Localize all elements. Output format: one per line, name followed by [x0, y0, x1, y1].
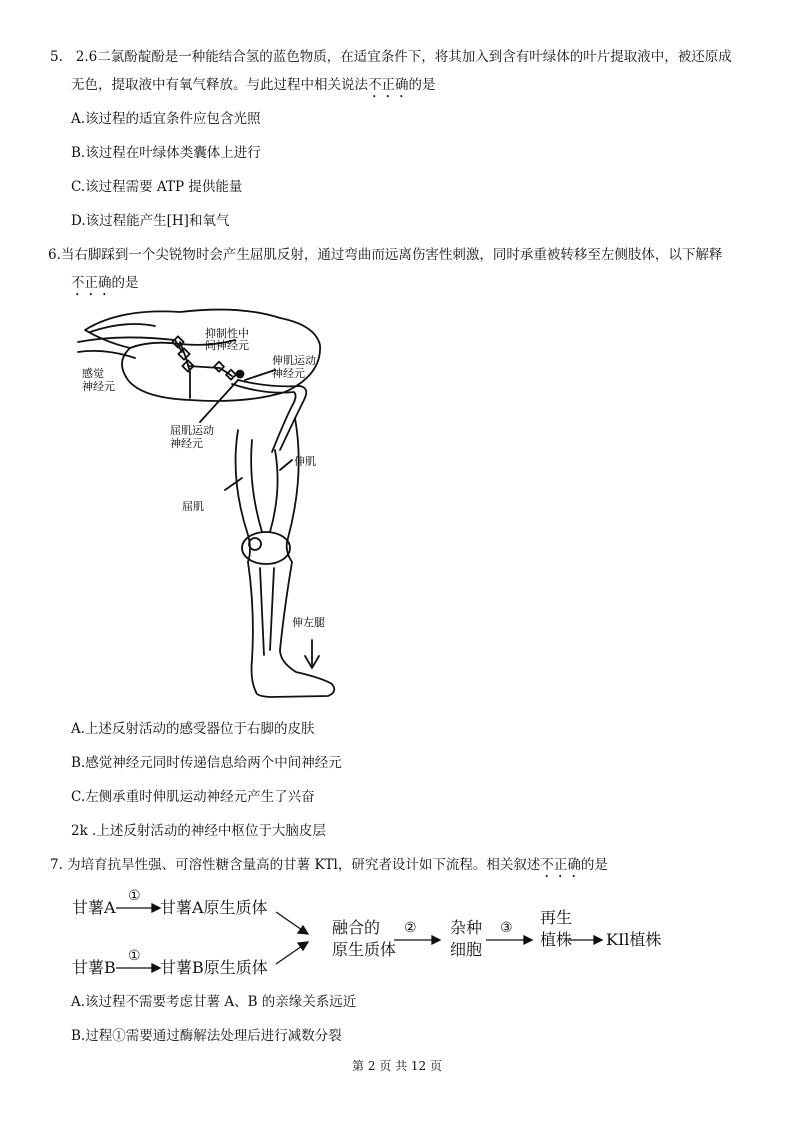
q7-option-a: A.该过程不需要考虑甘薯 A、B 的亲缘关系远近 [71, 994, 357, 1010]
step-1-label-a: ① [128, 888, 141, 904]
breeding-flow-diagram [66, 878, 706, 988]
node-potato-a: 甘薯A [72, 898, 116, 917]
q7-emphasis: 不正确 [540, 857, 581, 873]
q7-option-b: B.过程①需要通过酶解法处理后进行减数分裂 [71, 1028, 342, 1044]
q6-emphasis: 不正确 [71, 275, 112, 291]
q5-stem-line1 [50, 47, 732, 67]
step-3-label: ③ [500, 920, 513, 936]
label-sensory-neuron: 感觉 [82, 367, 104, 380]
label-extensor: 伸肌 [294, 455, 316, 468]
q6-option-d: 2k .上述反射活动的神经中枢位于大脑皮层 [71, 823, 326, 839]
label-inhibitory-interneuron-2: 间神经元 [205, 339, 249, 352]
q5-emphasis: 不正确 [368, 77, 409, 93]
q5-option-c: C.该过程需要 ATP 提供能量 [71, 179, 243, 195]
q5-stem-line2 [71, 75, 436, 101]
q6-option-b: B.感觉神经元同时传递信息给两个中间神经元 [71, 755, 342, 771]
node-final-plant: KIl植株 [606, 930, 662, 949]
label-flexor-motor-neuron: 屈肌运动 [170, 424, 214, 437]
q5-stem-line2-post: 的是 [408, 77, 436, 93]
q6-option-a: A.上述反射活动的感受器位于右脚的皮肤 [71, 721, 315, 737]
node-potato-b: 甘薯B [72, 958, 116, 977]
q5-number: 5. [50, 49, 63, 65]
q5-stem-text: 2.6二氯酚靛酚是一种能结合氢的蓝色物质，在适宜条件下，将其加入到含有叶绿体的叶片提取液中，被还原成 [75, 49, 732, 65]
node-protoplast-b: 甘薯B原生质体 [160, 958, 268, 977]
node-hybrid-cell: 杂种 [450, 918, 483, 937]
node-fused-protoplast: 融合的 [332, 918, 381, 937]
node-hybrid-cell-2: 细胞 [450, 940, 483, 959]
step-2-label: ② [404, 920, 417, 936]
step-1-label-b: ① [128, 948, 141, 964]
q6-option-c: C.左侧承重时伸肌运动神经元产生了兴奋 [71, 789, 315, 805]
label-flexor-motor-neuron-2: 神经元 [170, 437, 203, 450]
node-fused-protoplast-2: 原生质体 [332, 940, 397, 959]
label-flexor: 屈肌 [182, 500, 204, 513]
label-extensor-motor-neuron-2: 神经元 [272, 367, 305, 380]
q5-stem-line2-pre: 无色，提取液中有氧气释放。与此过程中相关说法 [71, 77, 368, 93]
q7-stem-pre: 7. 为培育抗旱性强、可溶性糖含量高的甘薯 KTl，研究者设计如下流程。相关叙述 [50, 857, 541, 873]
node-regenerated-plant-2: 植株 [540, 930, 573, 949]
page-footer: 第 2 页 共 12 页 [352, 1059, 442, 1073]
node-regenerated-plant: 再生 [540, 908, 573, 927]
q6-stem-line2 [71, 273, 139, 299]
q6-stem-line1: 6.当右脚踩到一个尖锐物时会产生屈肌反射，通过弯曲而远离伤害性刺激，同时承重被转移至左侧肢体，以下解释 [48, 247, 723, 263]
label-extensor-motor-neuron: 伸肌运动 [272, 354, 316, 367]
q6-stem-line2-post: 的是 [111, 275, 139, 291]
reflex-arc-figure [70, 300, 370, 705]
q7-stem-post: 的是 [580, 857, 608, 873]
label-sensory-neuron-2: 神经元 [82, 380, 115, 393]
q5-option-d: D.该过程能产生[H]和氧气 [71, 213, 230, 229]
node-protoplast-a: 甘薯A原生质体 [160, 898, 268, 917]
label-extend-left-leg: 伸左腿 [292, 616, 325, 629]
label-inhibitory-interneuron: 抑制性中 [205, 327, 249, 340]
q5-option-b: B.该过程在叶绿体类囊体上进行 [71, 145, 261, 161]
q5-option-a: A.该过程的适宜条件应包含光照 [71, 111, 261, 127]
